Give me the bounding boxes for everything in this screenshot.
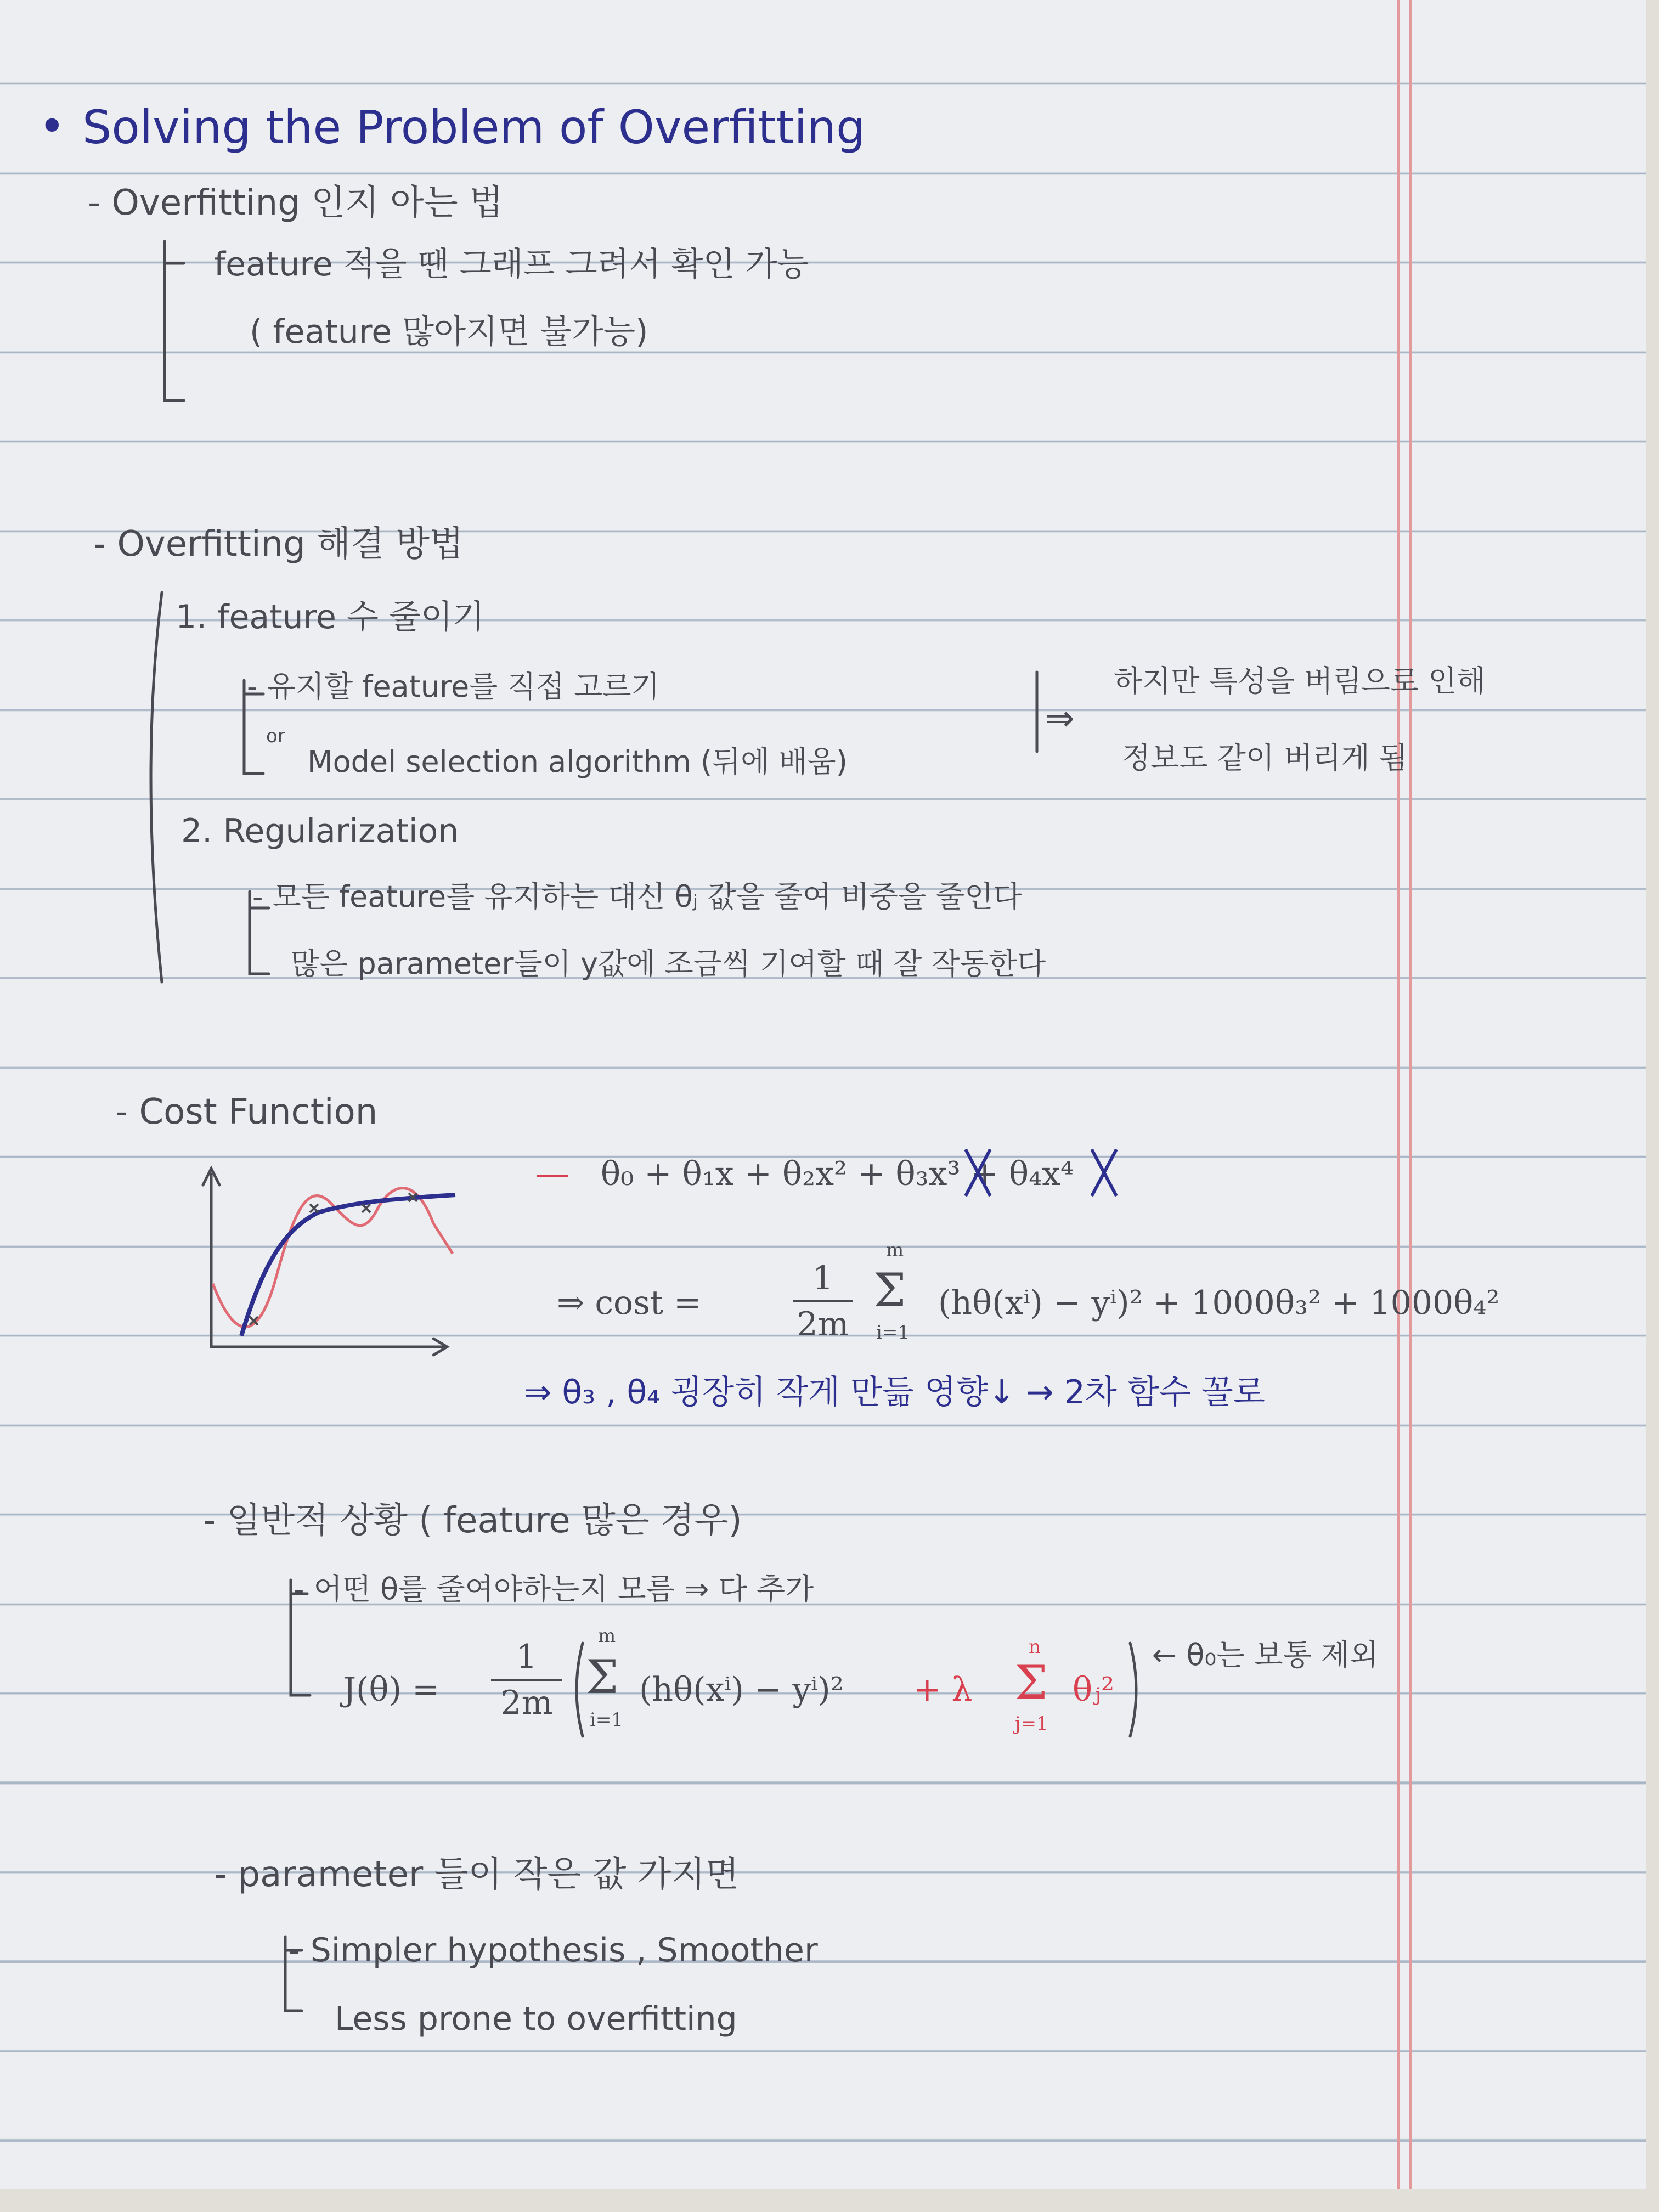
cross-out-x3	[966, 1149, 990, 1196]
j-fraction-denominator: 2m	[500, 1684, 553, 1722]
solution-item-1b: Model selection algorithm (뒤에 배움)	[307, 744, 848, 779]
cost-prefix: ⇒ cost =	[557, 1284, 702, 1322]
section-overfitting-detect-heading: - Overfitting 인지 아는 법	[88, 183, 503, 223]
reg-sum-sigma: Σ	[1015, 1656, 1048, 1709]
implication-arrow: ⇒	[1045, 698, 1075, 739]
item2-bracket	[250, 891, 269, 974]
general-bracket	[291, 1580, 310, 1695]
reg-sum-upper: n	[1029, 1636, 1041, 1658]
theta0-note: ← θ₀는 보통 제외	[1152, 1638, 1379, 1672]
solution-item-1a: - 유지할 feature를 직접 고르기	[247, 669, 660, 704]
data-points	[250, 1193, 417, 1325]
implication-note-1: 하지만 특성을 버림으로 인해	[1114, 664, 1486, 698]
small-params-line2: Less prone to overfitting	[335, 2000, 737, 2038]
section-small-parameters-heading: - parameter 들이 작은 값 가지면	[214, 1854, 740, 1895]
cost-body: (hθ(xⁱ) − yⁱ)² + 1000θ₃² + 1000θ₄²	[938, 1284, 1500, 1322]
j-body: (hθ(xⁱ) − yⁱ)²	[639, 1671, 844, 1709]
section-general-case-heading: - 일반적 상황 ( feature 많은 경우)	[203, 1500, 742, 1541]
s1-bracket	[165, 241, 184, 400]
s1-line1: feature 적을 땐 그래프 그려서 확인 가능	[214, 245, 809, 284]
polynomial-hypothesis: θ₀ + θ₁x + θ₂x² + θ₃x³ + θ₄x⁴	[601, 1155, 1074, 1193]
section-cost-function-heading: - Cost Function	[115, 1092, 378, 1132]
reg-sum-lower: j=1	[1015, 1713, 1048, 1735]
cost-sum-sigma: Σ	[873, 1263, 906, 1317]
j-sum-lower: i=1	[590, 1709, 623, 1731]
small-params-bracket	[285, 1937, 302, 2011]
j-sum-sigma: Σ	[586, 1650, 619, 1704]
solution-item-2b: 많은 parameter들이 y값에 조금씩 기여할 때 잘 작동한다	[291, 946, 1046, 981]
small-params-line1: - Simpler hypothesis , Smoother	[288, 1931, 818, 1970]
solution-item-2a: - 모든 feature를 유지하는 대신 θⱼ 값을 줄여 비중을 줄인다	[252, 879, 1022, 914]
solution-item-2: 2. Regularization	[181, 812, 459, 850]
s1-line2: ( feature 많아지면 불가능)	[250, 313, 648, 351]
cross-out-x4	[1092, 1149, 1116, 1196]
fitted-curve	[241, 1195, 455, 1336]
cost-fraction-denominator: 2m	[797, 1305, 849, 1344]
j-sum-upper: m	[598, 1625, 616, 1647]
title-bullet: •	[38, 99, 66, 153]
j-fraction-numerator: 1	[516, 1638, 538, 1676]
poly-dash: —	[535, 1154, 570, 1194]
cost-fraction-numerator: 1	[812, 1259, 834, 1297]
cost-sum-upper: m	[886, 1239, 904, 1261]
or-label: or	[266, 725, 285, 747]
j-prefix: J(θ) =	[343, 1671, 440, 1709]
cost-result: ⇒ θ₃ , θ₄ 굉장히 작게 만듦 영향↓ → 2차 함수 꼴로	[524, 1373, 1265, 1412]
reg-plus-lambda: + λ	[913, 1671, 973, 1709]
section-overfitting-solution-heading: - Overfitting 해결 방법	[93, 524, 464, 565]
j-paren-left	[577, 1643, 583, 1736]
solution-item-1: 1. feature 수 줄이기	[176, 598, 484, 636]
general-case-line1: - 어떤 θ를 줄여야하는지 모름 ⇒ 다 추가	[294, 1572, 814, 1606]
j-paren-right	[1130, 1643, 1136, 1736]
cost-sum-lower: i=1	[876, 1322, 910, 1344]
page-title: Solving the Problem of Overfitting	[82, 100, 866, 154]
implication-note-2: 정보도 같이 버리게 됨	[1122, 741, 1408, 775]
s2-bracket	[151, 592, 162, 982]
reg-term: θⱼ²	[1073, 1671, 1115, 1709]
